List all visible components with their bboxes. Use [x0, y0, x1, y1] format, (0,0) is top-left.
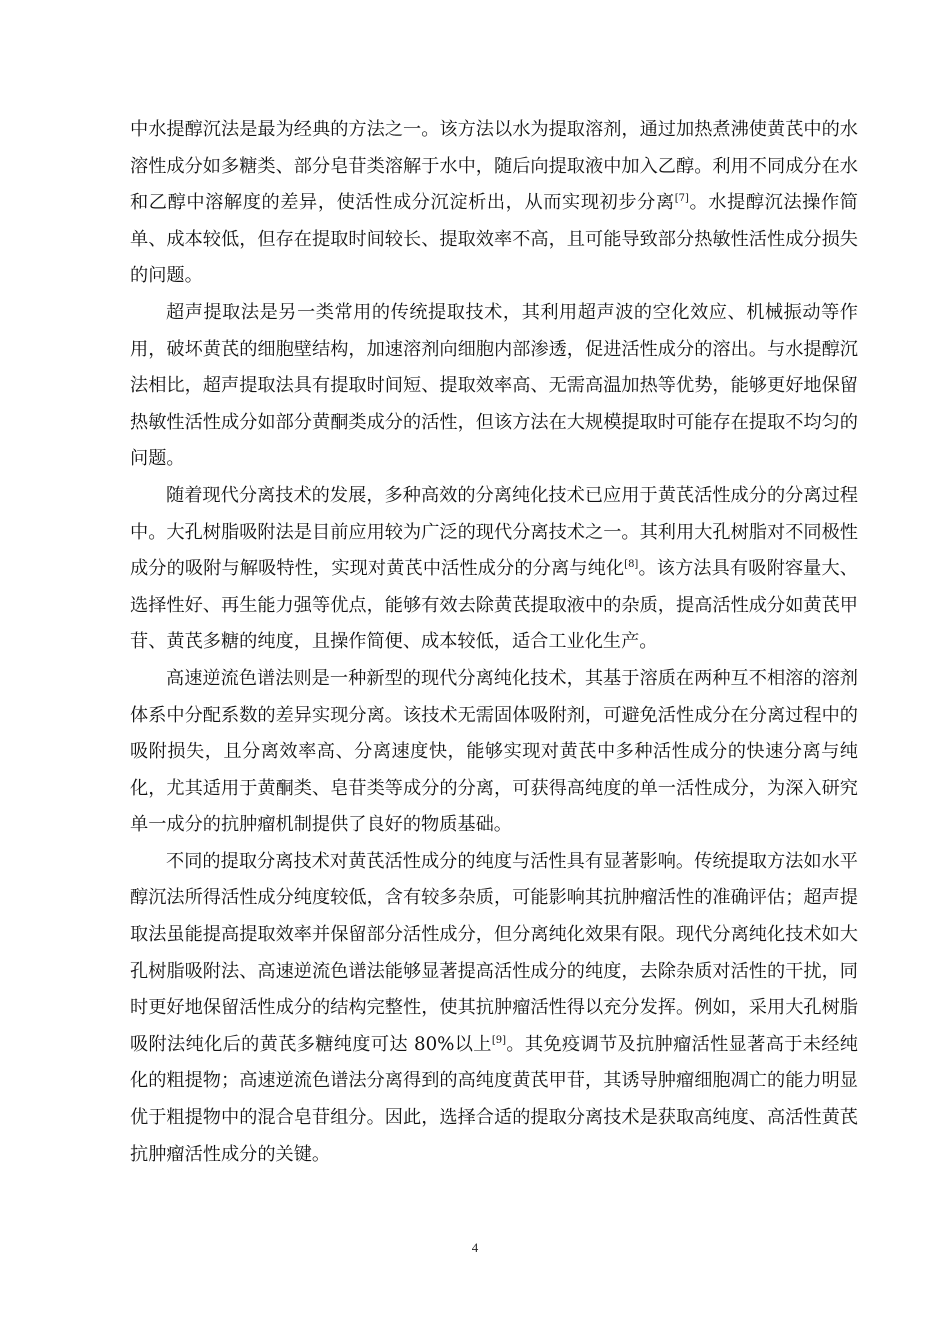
paragraph-text: 。其免疫调节及抗肿瘤活性显著高于未经纯化的粗提物；高速逆流色谱法分离得到的高纯度黄芪甲苷，其诱导肿瘤细胞凋亡的能力明显优于粗提物中的混合皂苷组分。因此，选择合适的提取分离技术是获取高纯度、高活性黄芪抗肿瘤活性成分的关键。 — [130, 1033, 858, 1165]
paragraph-text: 高速逆流色谱法则是一种新型的现代分离纯化技术，其基于溶质在两种互不相溶的溶剂体系中分配系数的差异实现分离。该技术无需固体吸附剂，可避免活性成分在分离过程中的吸附损失，且分离效率高、分离速度快，能够实现对黄芪中多种活性成分的快速分离与纯化，尤其适用于黄酮类、皂苷类等成分的分离，可获得高纯度的单一活性成分，为深入研究单一成分的抗肿瘤机制提供了良好的物质基础。 — [130, 667, 858, 836]
paragraph-technique-comparison — [130, 844, 858, 1173]
paragraph-text: 随着现代分离技术的发展，多种高效的分离纯化技术已应用于黄芪活性成分的分离过程中。大孔树脂吸附法是目前应用较为广泛的现代分离技术之一。其利用大孔树脂对不同极性成分的吸附与解吸特性，实现对黄芪中活性成分的分离与纯化 — [130, 484, 858, 580]
paragraph-text: 。水提醇沉法操作简单、成本较低，但存在提取时间较长、提取效率不高，且可能导致部分热敏性活性成分损失的问题。 — [130, 192, 858, 287]
paragraph-macroporous-resin — [130, 478, 858, 661]
paragraph-water-alcohol-precipitation — [130, 112, 858, 295]
paragraph-text: 超声提取法是另一类常用的传统提取技术，其利用超声波的空化效应、机械振动等作用，破坏黄芪的细胞壁结构，加速溶剂向细胞内部渗透，促进活性成分的溶出。与水提醇沉法相比，超声提取法具有提取时间短、提取效率高、无需高温加热等优势，能够更好地保留热敏性活性成分如部分黄酮类成分的活性，但该方法在大规模提取时可能存在提取不均匀的问题。 — [130, 301, 858, 470]
citation-7: [7] — [674, 193, 689, 205]
citation-9: [9] — [491, 1034, 506, 1046]
paragraph-ultrasonic-extraction — [130, 295, 858, 478]
body-text — [130, 112, 858, 1173]
paragraph-text: 。该方法具有吸附容量大、选择性好、再生能力强等优点，能够有效去除黄芪提取液中的杂质，提高活性成分如黄芪甲苷、黄芪多糖的纯度，且操作简便、成本较低，适合工业化生产。 — [130, 558, 858, 653]
paragraph-hsccc — [130, 661, 858, 844]
paragraph-text: 中水提醇沉法是最为经典的方法之一。该方法以水为提取溶剂，通过加热煮沸使黄芪中的水溶性成分如多糖类、部分皂苷类溶解于水中，随后向提取液中加入乙醇。利用不同成分在水和乙醇中溶解度的差异，使活性成分沉淀析出，从而实现初步分离 — [130, 119, 858, 214]
page-number: 4 — [471, 1240, 479, 1255]
paragraph-text: 不同的提取分离技术对黄芪活性成分的纯度与活性具有显著影响。传统提取方法如水平醇沉法所得活性成分纯度较低，含有较多杂质，可能影响其抗肿瘤活性的准确评估；超声提取法虽能提高提取效率并保留部分活性成分，但分离纯化效果有限。现代分离纯化技术如大孔树脂吸附法、高速逆流色谱法能够显著提高活性成分的纯度，去除杂质对活性的干扰，同时更好地保留活性成分的结构完整性，使其抗肿瘤活性得以充分发挥。例如，采用大孔树脂吸附法纯化后的黄芪多糖纯度可达 80%以上 — [130, 850, 858, 1055]
citation-8: [8] — [624, 559, 639, 571]
